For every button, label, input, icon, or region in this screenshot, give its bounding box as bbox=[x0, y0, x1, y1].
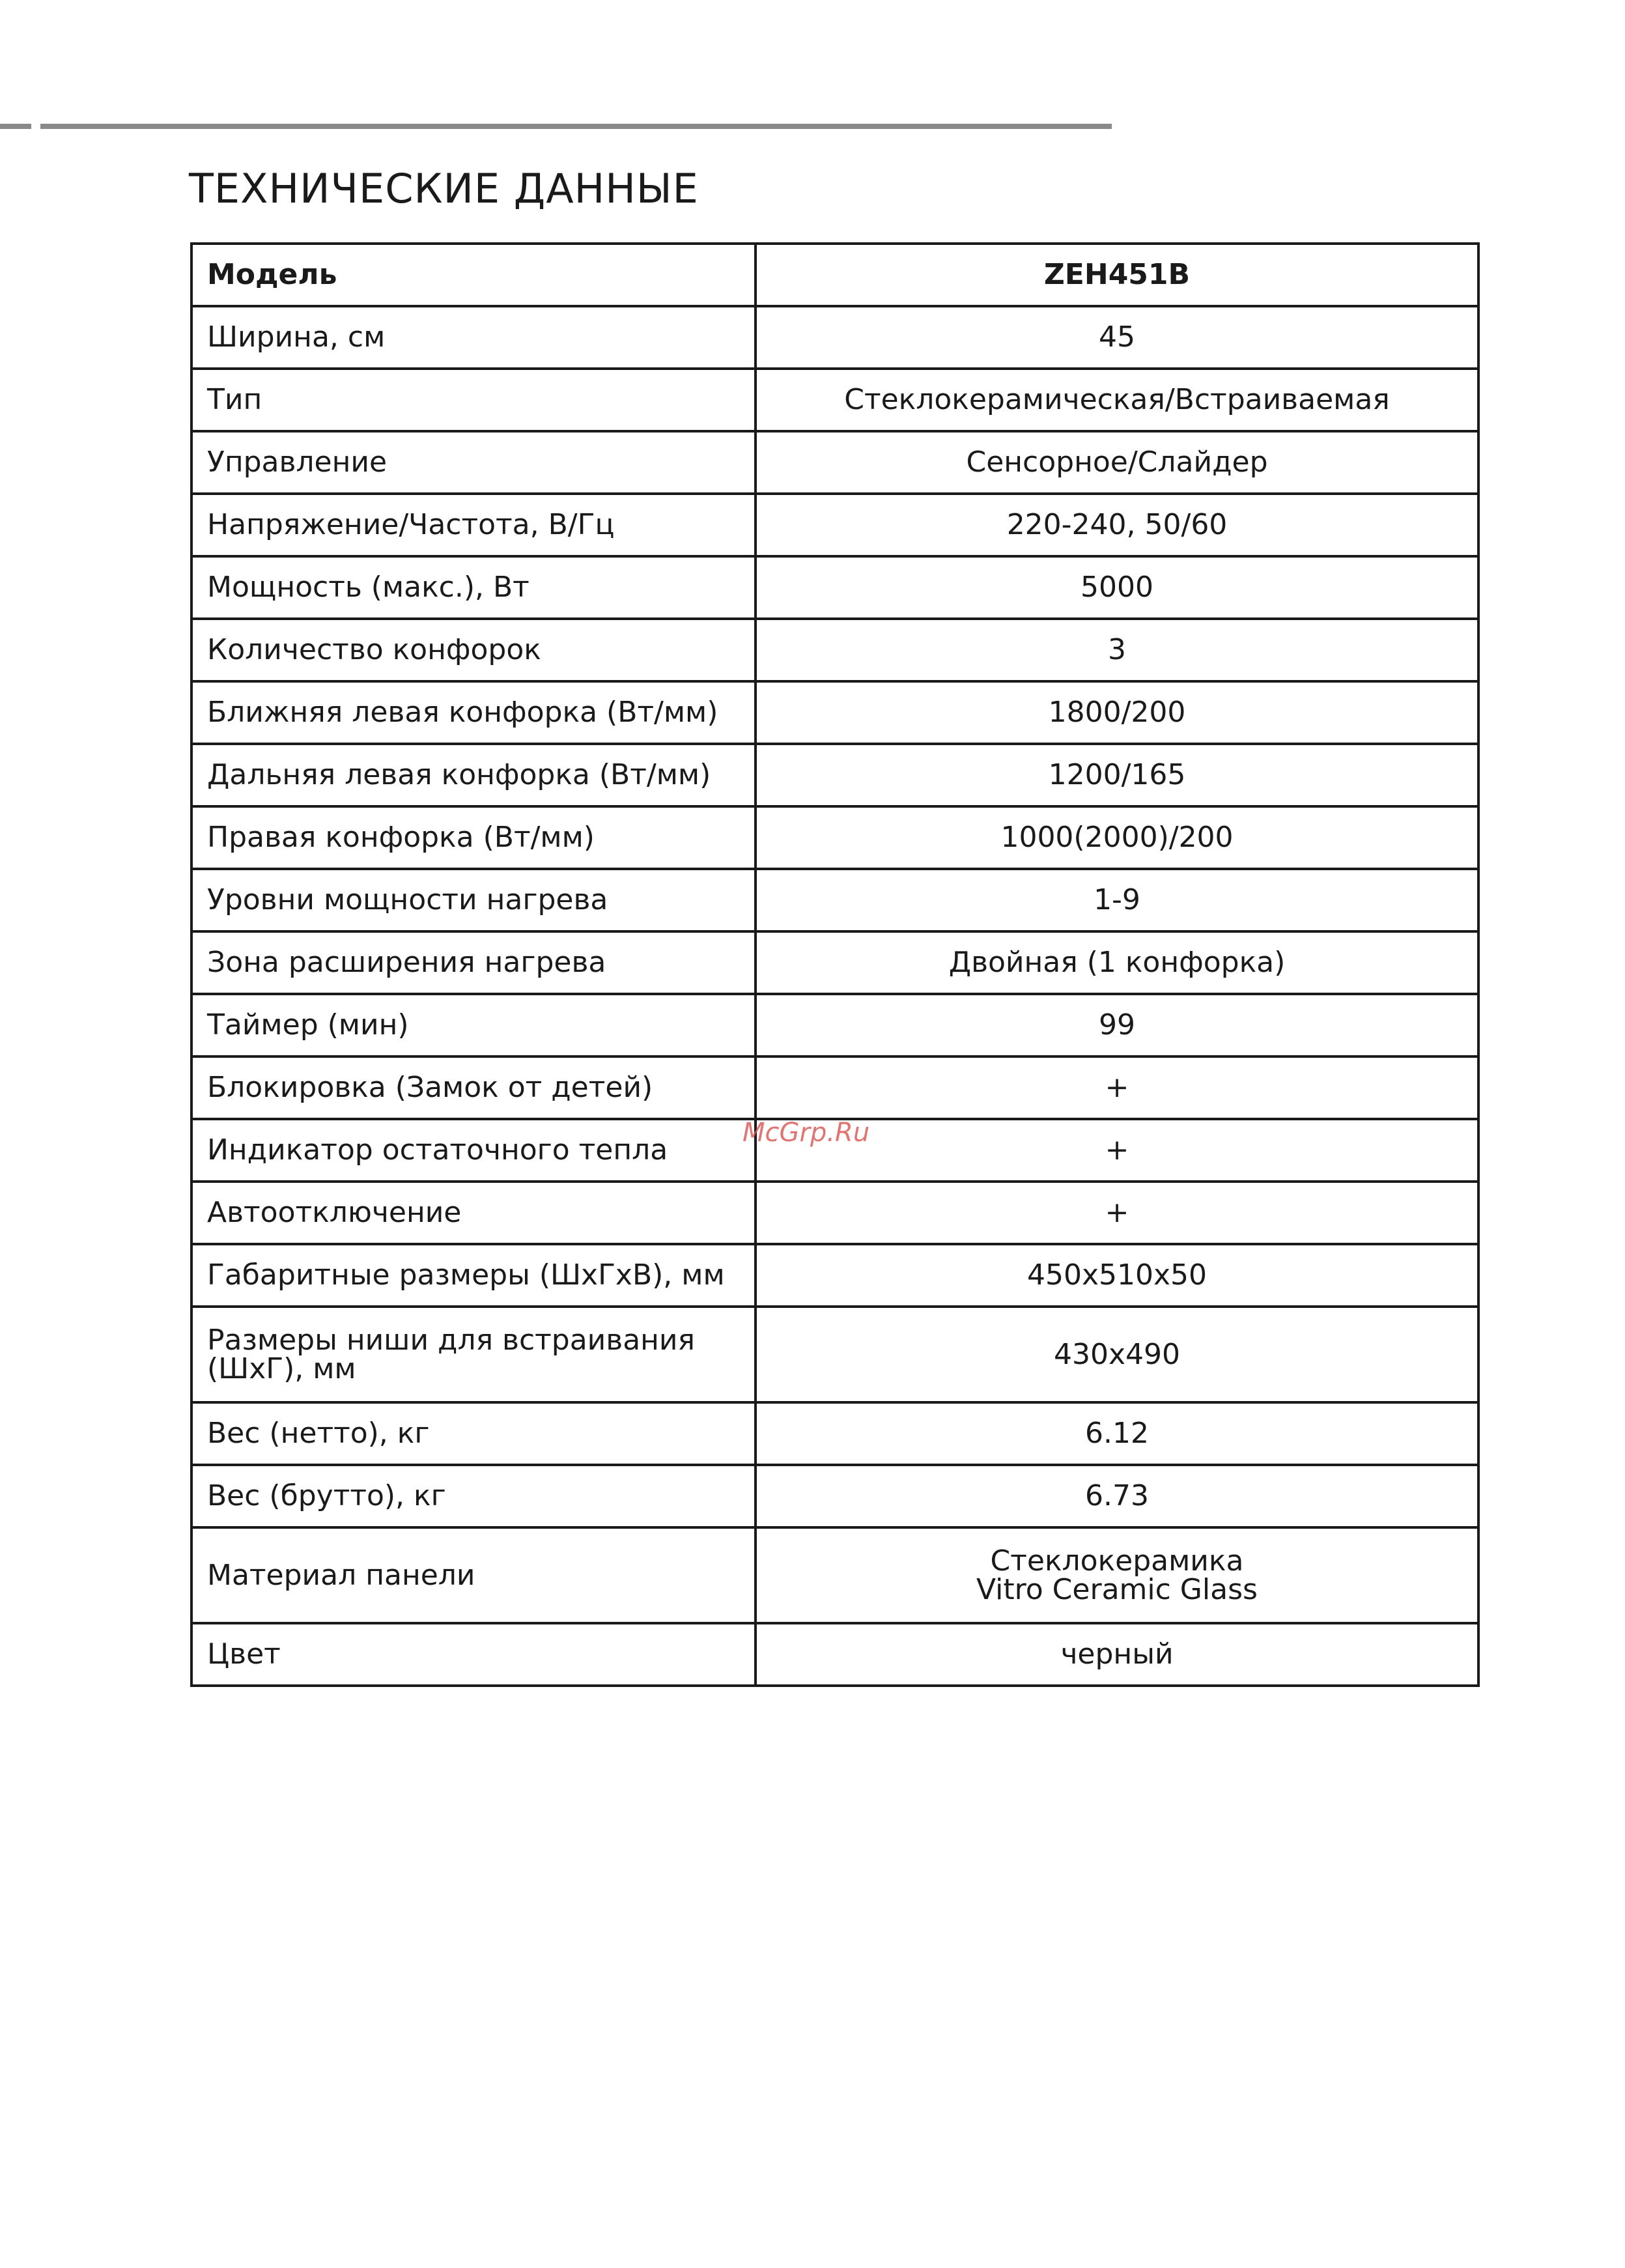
row-value: 3 bbox=[756, 619, 1478, 681]
table-row bbox=[191, 994, 1478, 1056]
row-value: 1-9 bbox=[756, 869, 1478, 931]
row-label: Уровни мощности нагрева bbox=[191, 869, 756, 931]
table-row bbox=[191, 744, 1478, 806]
header-rule-short bbox=[0, 124, 31, 129]
page-title: ТЕХНИЧЕСКИЕ ДАННЫЕ bbox=[189, 165, 699, 212]
row-value: 6.12 bbox=[756, 1402, 1478, 1465]
table-row bbox=[191, 494, 1478, 556]
row-value-line: Vitro Ceramic Glass bbox=[976, 1572, 1258, 1606]
row-label: Индикатор остаточного тепла bbox=[191, 1119, 756, 1182]
row-value: 5000 bbox=[756, 556, 1478, 619]
table-row bbox=[191, 1307, 1478, 1402]
table-row bbox=[191, 681, 1478, 744]
row-value: 1800/200 bbox=[756, 681, 1478, 744]
table-row bbox=[191, 1244, 1478, 1307]
table-row bbox=[191, 931, 1478, 994]
row-value: + bbox=[756, 1182, 1478, 1244]
row-value: 450x510x50 bbox=[756, 1244, 1478, 1307]
header-rule bbox=[40, 124, 1112, 129]
row-value: 1200/165 bbox=[756, 744, 1478, 806]
row-label bbox=[191, 1307, 756, 1402]
row-label: Управление bbox=[191, 431, 756, 494]
row-value: Сенсорное/Слайдер bbox=[756, 431, 1478, 494]
row-value: 220-240, 50/60 bbox=[756, 494, 1478, 556]
table-row bbox=[191, 1623, 1478, 1686]
table-row bbox=[191, 1465, 1478, 1527]
table-row bbox=[191, 1182, 1478, 1244]
row-label: Мощность (макс.), Вт bbox=[191, 556, 756, 619]
row-value: 430x490 bbox=[756, 1307, 1478, 1402]
row-value: 45 bbox=[756, 306, 1478, 369]
table-row bbox=[191, 806, 1478, 869]
row-label: Количество конфорок bbox=[191, 619, 756, 681]
row-label: Габаритные размеры (ШхГхВ), мм bbox=[191, 1244, 756, 1307]
row-label: Напряжение/Частота, В/Гц bbox=[191, 494, 756, 556]
table-row bbox=[191, 1527, 1478, 1623]
row-value: черный bbox=[756, 1623, 1478, 1686]
row-label-line: Размеры ниши для встраивания bbox=[207, 1323, 695, 1357]
table-row bbox=[191, 869, 1478, 931]
row-label: Вес (нетто), кг bbox=[191, 1402, 756, 1465]
table-header-row bbox=[191, 244, 1478, 306]
row-label-line: (ШхГ), мм bbox=[207, 1352, 356, 1385]
table-row bbox=[191, 556, 1478, 619]
row-value bbox=[756, 1527, 1478, 1623]
table-row bbox=[191, 619, 1478, 681]
row-label: Таймер (мин) bbox=[191, 994, 756, 1056]
specifications-table bbox=[190, 242, 1480, 1687]
row-label: Вес (брутто), кг bbox=[191, 1465, 756, 1527]
row-label: Ближняя левая конфорка (Вт/мм) bbox=[191, 681, 756, 744]
row-value: Стеклокерамическая/Встраиваемая bbox=[756, 369, 1478, 431]
row-label: Тип bbox=[191, 369, 756, 431]
row-value: 6.73 bbox=[756, 1465, 1478, 1527]
table-row bbox=[191, 1056, 1478, 1119]
row-label: Материал панели bbox=[191, 1527, 756, 1623]
row-value: 99 bbox=[756, 994, 1478, 1056]
row-label: Цвет bbox=[191, 1623, 756, 1686]
row-label: Дальняя левая конфорка (Вт/мм) bbox=[191, 744, 756, 806]
table-row bbox=[191, 306, 1478, 369]
table-row bbox=[191, 369, 1478, 431]
row-label: Автоотключение bbox=[191, 1182, 756, 1244]
row-label: Блокировка (Замок от детей) bbox=[191, 1056, 756, 1119]
row-value: 1000(2000)/200 bbox=[756, 806, 1478, 869]
row-label: Зона расширения нагрева bbox=[191, 931, 756, 994]
table-row bbox=[191, 1402, 1478, 1465]
watermark: McGrp.Ru bbox=[742, 1118, 870, 1148]
row-value: Двойная (1 конфорка) bbox=[756, 931, 1478, 994]
row-value-line: Стеклокерамика bbox=[990, 1544, 1244, 1578]
header-value-cell: ZEH451B bbox=[756, 244, 1478, 306]
table-row bbox=[191, 431, 1478, 494]
row-label: Ширина, см bbox=[191, 306, 756, 369]
row-value: + bbox=[756, 1119, 1478, 1182]
row-label: Правая конфорка (Вт/мм) bbox=[191, 806, 756, 869]
row-value: + bbox=[756, 1056, 1478, 1119]
header-label-cell: Модель bbox=[191, 244, 756, 306]
